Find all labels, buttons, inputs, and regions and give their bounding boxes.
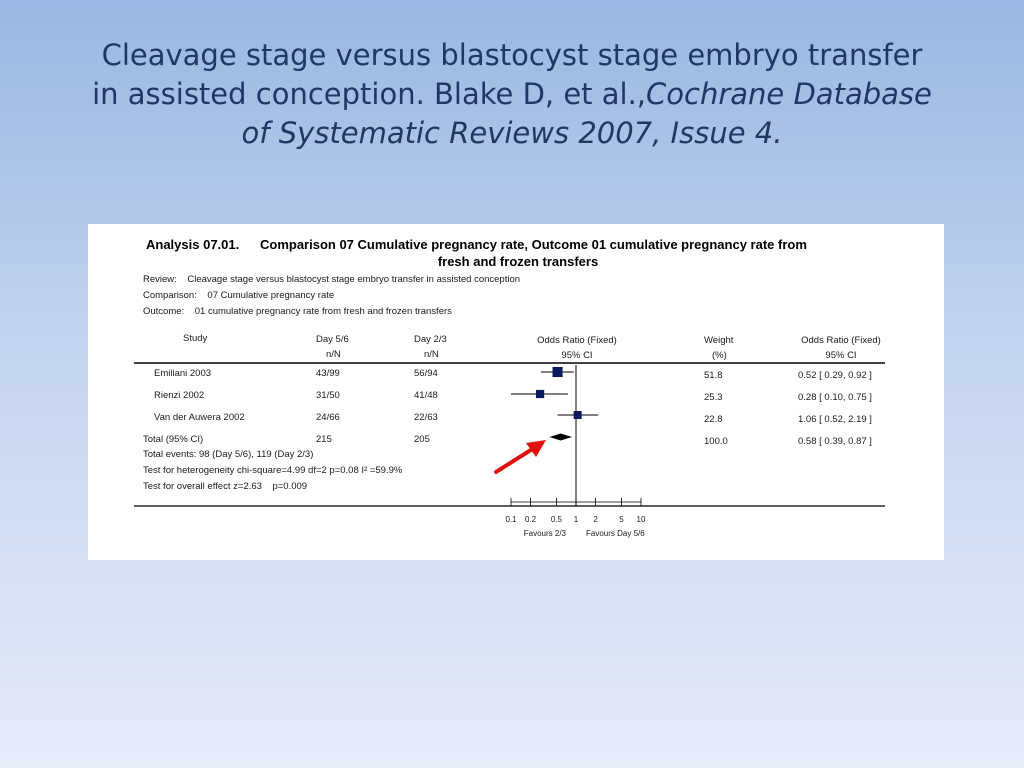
row-day23: 22/63 — [414, 412, 438, 423]
row-study: Emiliani 2003 — [154, 368, 212, 379]
row-weight: 22.8 — [704, 414, 723, 425]
review-line: Review: Cleavage stage versus blastocyst stage embryo transfer in assisted conception — [143, 274, 521, 285]
heterogeneity-test: Test for heterogeneity chi-square=4.99 df=2 p=0.08 I² =59.9% — [143, 465, 403, 476]
study-marker — [574, 411, 582, 419]
row-day56: 43/99 — [316, 368, 340, 379]
annotation-arrow — [496, 440, 546, 472]
title-citation: Cochrane Database of Systematic Reviews 2007, Issue 4. — [241, 77, 932, 150]
slide-title — [90, 36, 934, 153]
study-marker — [536, 390, 544, 398]
total-day23: 205 — [414, 434, 430, 445]
forest-plot-svg — [88, 224, 944, 560]
x-tick-label: 0.5 — [550, 515, 562, 524]
x-tick-label: 0.2 — [525, 515, 537, 524]
header-weight: Weight — [704, 335, 734, 346]
header-study: Study — [183, 333, 208, 344]
table-row — [154, 390, 872, 403]
header-weight-sub: (%) — [712, 350, 727, 361]
x-tick-label: 1 — [573, 515, 579, 524]
x-tick-label: 10 — [636, 515, 646, 524]
row-day56: 31/50 — [316, 390, 340, 401]
header-or-ci-2: 95% CI — [825, 350, 857, 361]
header-or-fixed-2: Odds Ratio (Fixed) — [801, 335, 881, 346]
row-day56: 24/66 — [316, 412, 340, 423]
x-tick-label: 5 — [619, 515, 624, 524]
pooled-diamond — [549, 434, 572, 441]
analysis-title-line2: fresh and frozen transfers — [437, 254, 599, 269]
header-day23-sub: n/N — [424, 349, 439, 360]
outcome-line: Outcome: 01 cumulative pregnancy rate from fresh and frozen transfers — [143, 306, 452, 317]
header-or-fixed: Odds Ratio (Fixed) — [537, 335, 617, 346]
overall-effect-test: Test for overall effect z=2.63 p=0.009 — [143, 481, 308, 492]
title-plain: Cleavage stage versus blastocyst stage embryo transfer in assisted conception. Blake D, et al., — [92, 38, 923, 111]
row-day23: 41/48 — [414, 390, 438, 401]
row-weight: 25.3 — [704, 392, 723, 403]
x-tick-label: 2 — [593, 515, 598, 524]
row-or-text: 0.52 [ 0.29, 0.92 ] — [798, 370, 872, 381]
total-row — [143, 434, 872, 447]
total-study: Total (95% CI) — [143, 434, 204, 445]
table-row — [154, 368, 872, 381]
x-tick-label: 0.1 — [505, 515, 517, 524]
row-day23: 56/94 — [414, 368, 438, 379]
total-or-text: 0.58 [ 0.39, 0.87 ] — [798, 436, 872, 447]
study-marker — [553, 367, 563, 377]
row-study: Rienzi 2002 — [154, 390, 205, 401]
total-weight: 100.0 — [704, 436, 728, 447]
header-day56: Day 5/6 — [316, 334, 349, 345]
analysis-label: Analysis 07.01. — [146, 237, 240, 252]
favours-left-label: Favours 2/3 — [523, 529, 566, 538]
analysis-title-line1: Comparison 07 Cumulative pregnancy rate, Outcome 01 cumulative pregnancy rate from — [260, 237, 807, 252]
forest-plot-area — [505, 365, 646, 524]
comparison-line: Comparison: 07 Cumulative pregnancy rate — [143, 290, 335, 301]
total-events: Total events: 98 (Day 5/6), 119 (Day 2/3) — [143, 449, 314, 460]
row-or-text: 1.06 [ 0.52, 2.19 ] — [798, 414, 872, 425]
header-day56-sub: n/N — [326, 349, 341, 360]
total-day56: 215 — [316, 434, 332, 445]
forest-plot-figure — [88, 224, 944, 560]
favours-right-label: Favours Day 5/6 — [586, 529, 645, 538]
header-day23: Day 2/3 — [414, 334, 447, 345]
row-study: Van der Auwera 2002 — [154, 412, 245, 423]
row-or-text: 0.28 [ 0.10, 0.75 ] — [798, 392, 872, 403]
table-row — [154, 412, 872, 425]
row-weight: 51.8 — [704, 370, 723, 381]
header-or-ci: 95% CI — [561, 350, 593, 361]
